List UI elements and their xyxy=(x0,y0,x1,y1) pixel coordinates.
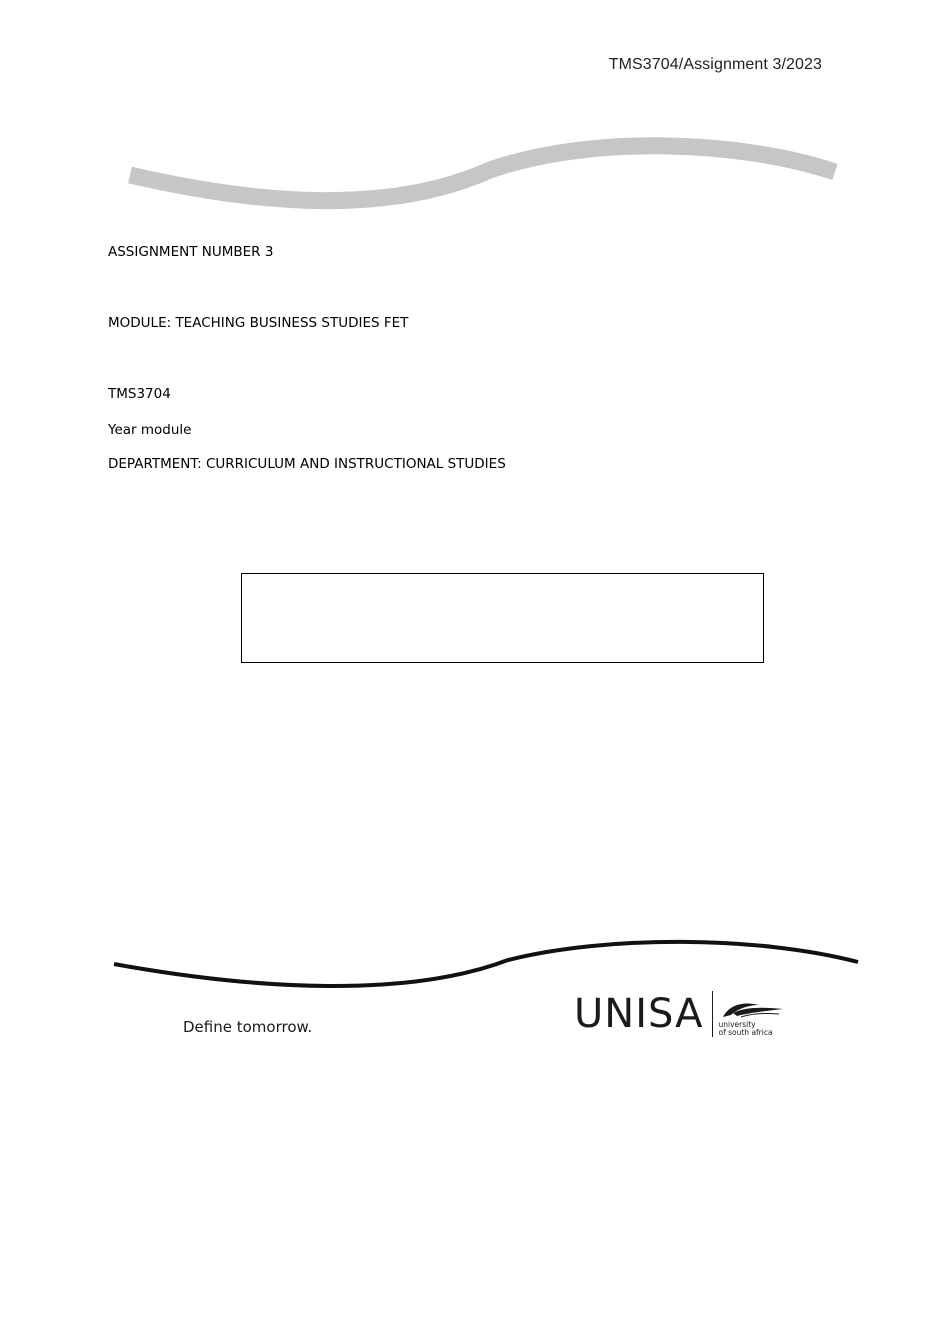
unisa-logo xyxy=(574,988,785,1040)
module-duration: Year module xyxy=(108,422,192,438)
assignment-number: ASSIGNMENT NUMBER 3 xyxy=(108,244,274,260)
logo-subtitle-line2: of south africa xyxy=(718,1028,773,1037)
document-reference: TMS3704/Assignment 3/2023 xyxy=(608,56,822,73)
bird-emblem-icon xyxy=(719,999,785,1021)
logo-wordmark: UNISA xyxy=(574,991,704,1037)
logo-emblem-block xyxy=(719,991,785,1037)
logo-divider xyxy=(712,991,713,1037)
module-name: MODULE: TEACHING BUSINESS STUDIES FET xyxy=(108,315,409,331)
tagline: Define tomorrow. xyxy=(183,1018,313,1036)
module-code: TMS3704 xyxy=(108,386,171,402)
blank-info-box xyxy=(241,573,764,663)
logo-subtitle-line1: university xyxy=(718,1020,756,1029)
department-name: DEPARTMENT: CURRICULUM AND INSTRUCTIONAL STUDIES xyxy=(108,456,506,472)
top-wave-decoration xyxy=(120,130,850,220)
